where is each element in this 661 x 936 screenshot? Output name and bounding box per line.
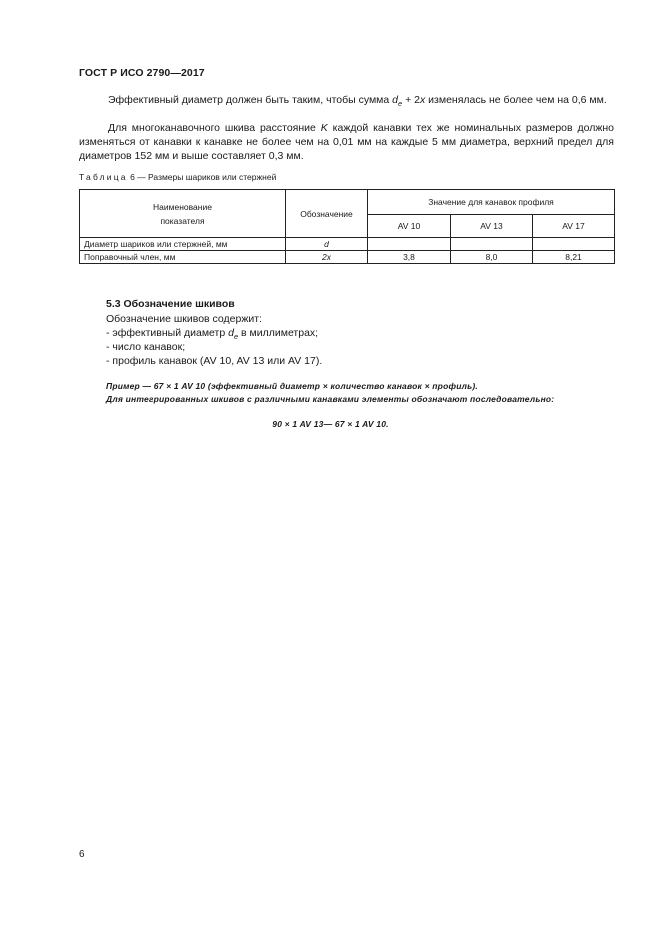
example-line: Для интегрированных шкивов с различными канавками элементы обозначают последовательно:: [106, 394, 555, 404]
row-value: [368, 238, 451, 251]
section-intro: Обозначение шкивов содержит:: [106, 313, 262, 325]
list-item: - профиль канавок (AV 10, AV 13 или AV 17).: [106, 355, 323, 367]
section-title: 5.3 Обозначение шкивов: [106, 298, 235, 310]
table-caption: Таблица 6 — Размеры шариков или стержней: [79, 172, 277, 182]
ball-dimensions-table: [79, 189, 615, 264]
header-av17: AV 17: [533, 215, 615, 238]
row-value: 8,21: [533, 251, 615, 264]
row-value: 8,0: [451, 251, 533, 264]
header-designation: Обозначение: [286, 190, 368, 238]
table-row: [80, 238, 615, 251]
header-av13: AV 13: [451, 215, 533, 238]
header-name: Наименование показателя: [80, 190, 286, 238]
table-row: [80, 251, 615, 264]
row-value: [533, 238, 615, 251]
row-name: Поправочный член, мм: [80, 251, 286, 264]
document-header: ГОСТ Р ИСО 2790—2017: [79, 67, 205, 79]
list-item: - эффективный диаметр $d_e$ в миллиметрах;: [106, 327, 319, 341]
paragraph-effective-diameter: Эффективный диаметр должен быть таким, чтобы сумма $d_e + 2x$ изменялась не более чем на 0,6 мм.: [108, 94, 607, 108]
row-designation: d: [286, 238, 368, 251]
page-number: 6: [79, 849, 85, 860]
paragraph-multigroove: Для многоканавочного шкива расстояние K каждой канавки тех же номинальных размеров должно изменяться от канавки к канавке не более чем на 0,01 мм на каждые 5 мм диаметра, верхний предел для диаметров 152 мм и выше составляет 0,3 мм.: [79, 122, 615, 162]
header-av10: AV 10: [368, 215, 451, 238]
header-profile-group: Значение для канавок профиля: [368, 190, 615, 215]
row-designation: 2x: [286, 251, 368, 264]
row-value: 3,8: [368, 251, 451, 264]
example-designation: 90 × 1 AV 13— 67 × 1 AV 10.: [272, 419, 389, 429]
row-value: [451, 238, 533, 251]
example-line: Пример — 67 × 1 AV 10 (эффективный диаметр × количество канавок × профиль).: [106, 381, 478, 391]
row-name: Диаметр шариков или стержней, мм: [80, 238, 286, 251]
list-item: - число канавок;: [106, 341, 186, 353]
